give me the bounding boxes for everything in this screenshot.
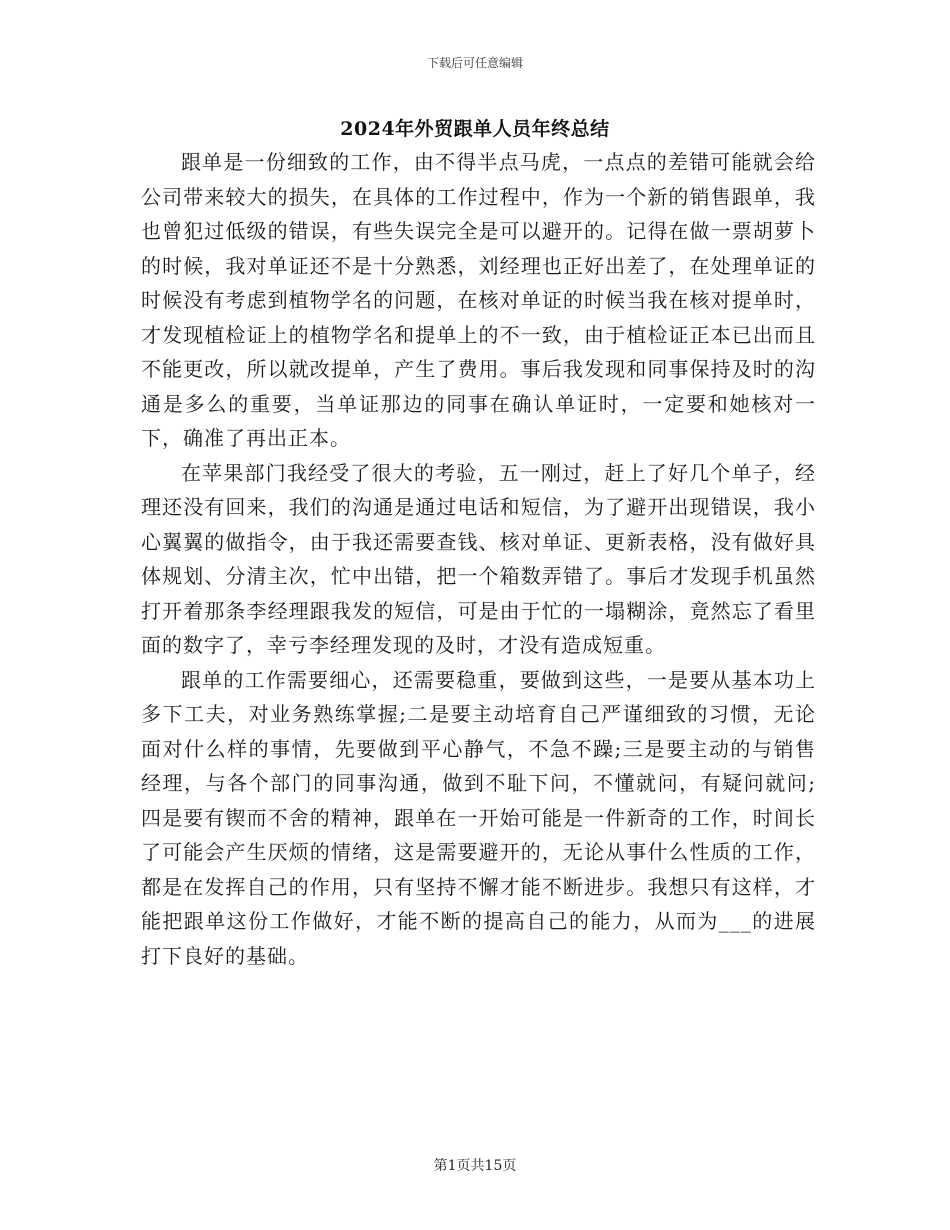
header-note: 下载后可任意编辑 (426, 56, 523, 70)
page-indicator: 第1页共15页 (433, 1158, 517, 1174)
paragraph-3: 跟单的工作需要细心，还需要稳重，要做到这些，一是要从基本功上多下工夫，对业务熟练掌握;二是要主动培育自己严谨细致的习惯，无论面对什么样的事情，先要做到平心静气，不急不躁;三是要主动的与销售经理，与各个部门的同事沟通，做到不耻下问，不懂就问，有疑问就问;四是要有锲而不舍的精神，跟单在一开始可能是一件新奇的工作，时间长了可能会产生厌烦的情绪，这是需要避开的，无论从事什么性质的工作，都是在发挥自己的作用，只有坚持不懈才能不断进步。我想只有这样，才能把跟单这份工作做好，才能不断的提高自己的能力，从而为___的进展打下良好的基础。 (141, 667, 816, 968)
paragraph-1: 跟单是一份细致的工作，由不得半点马虎，一点点的差错可能就会给公司带来较大的损失，在具体的工作过程中，作为一个新的销售跟单，我也曾犯过低级的错误，有些失误完全是可以避开的。记得在做一票胡萝卜的时候，我对单证还不是十分熟悉，刘经理也正好出差了，在处理单证的时候没有考虑到植物学名的问题，在核对单证的时候当我在核对提单时，才发现植检证上的植物学名和提单上的不一致，由于植检证正本已出而且不能更改，所以就改提单，产生了费用。事后我发现和同事保持及时的沟通是多么的重要，当单证那边的同事在确认单证时，一定要和她核对一下，确准了再出正本。 (141, 150, 816, 450)
document-title: 2024年外贸跟单人员年终总结 (340, 118, 610, 140)
paragraph-2: 在苹果部门我经受了很大的考验，五一刚过，赶上了好几个单子，经理还没有回来，我们的沟通是通过电话和短信，为了避开出现错误，我小心翼翼的做指令，由于我还需要查钱、核对单证、更新表格，没有做好具体规划、分清主次，忙中出错，把一个箱数弄错了。事后才发现手机虽然打开着那条李经理跟我发的短信，可是由于忙的一塌糊涂，竟然忘了看里面的数字了，幸亏李经理发现的及时，才没有造成短重。 (141, 460, 816, 657)
document-body (141, 145, 816, 973)
